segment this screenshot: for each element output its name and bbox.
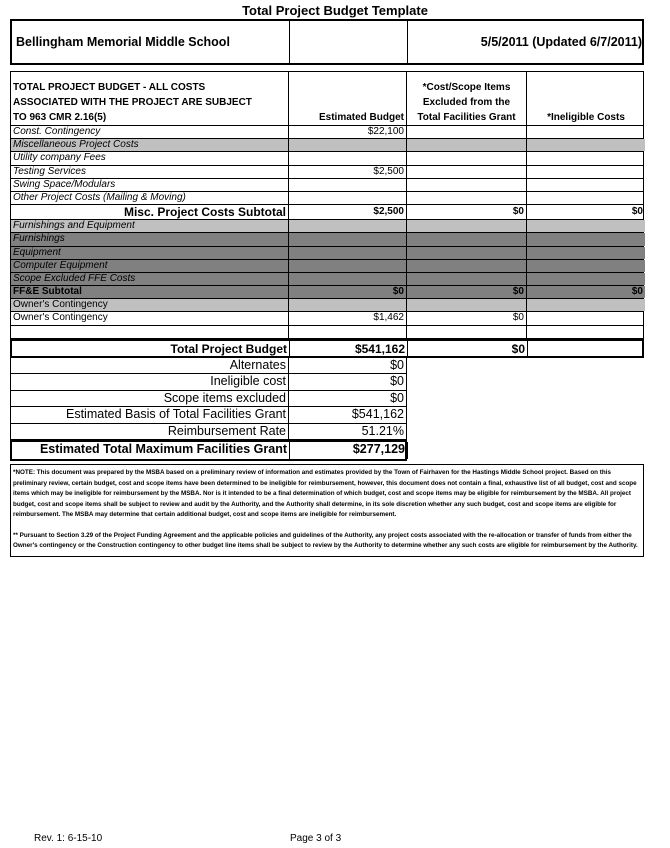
table-row <box>11 311 643 324</box>
scope-header-line: Excluded from the <box>422 97 511 108</box>
summary-value: $0 <box>289 391 407 407</box>
row-estimated <box>289 299 407 311</box>
notes-box <box>10 464 644 557</box>
summary-label: Alternates <box>11 358 289 374</box>
row-label: Swing Space/Modulars <box>11 179 289 191</box>
grant-value: $277,129 <box>290 442 408 459</box>
table-row <box>11 125 643 138</box>
note-paragraph: *NOTE: This document was prepared by the MSBA based on a preliminary review of information and estimates provided by the Town of Fairhaven for the Hastings Middle School project. Based on this preliminary review, certain budget, cost and scope items have been determined to be ineligible for reimbursement, however, this document does not contain a final, exhaustive list of all budget, cost and scope items which may be ineligible for reimbursement by the MSBA. Nor is it intended to be a final determination of which budget, cost and scope items may be eligible for reimbursement by the MSBA. All project budget, cost and scope items shall be subject to review and audit by the Authority, and the Authority shall determine, in its sole discretion whether any such budget, cost and scope items are eligible for reimbursement. The MSBA may determine that certain additional budget, cost and scope items are ineligible for reimbursement. <box>13 469 637 519</box>
row-estimated: $0 <box>289 286 407 298</box>
table-row <box>11 298 643 311</box>
revision-label: Rev. 1: 6-15-10 <box>34 833 103 844</box>
table-row <box>11 151 643 164</box>
row-estimated: $2,500 <box>289 205 407 219</box>
row-scope: $0 <box>407 286 527 298</box>
summary-value: $541,162 <box>289 407 407 423</box>
row-scope <box>407 260 527 272</box>
scope-header-line: *Cost/Scope Items <box>422 82 511 93</box>
table-row <box>11 285 643 298</box>
row-scope <box>407 220 527 232</box>
row-label: Misc. Project Costs Subtotal <box>11 205 289 219</box>
budget-table-body <box>10 125 644 339</box>
summary-row <box>11 407 407 424</box>
scope-column-header <box>407 72 527 125</box>
row-estimated <box>289 220 407 232</box>
summary-row <box>11 391 407 408</box>
table-row <box>11 204 643 219</box>
row-label: Testing Services <box>11 166 289 178</box>
grant-row <box>10 440 407 461</box>
summary-value: 51.21% <box>289 424 407 440</box>
row-ineligible <box>527 179 645 191</box>
row-scope <box>407 192 527 204</box>
row-scope <box>407 326 527 338</box>
label-header-line: TOTAL PROJECT BUDGET - ALL COSTS <box>13 82 206 93</box>
row-ineligible <box>527 326 645 338</box>
estimated-column-header: Estimated Budget <box>289 72 407 125</box>
summary-label: Reimbursement Rate <box>11 424 289 440</box>
summary-value: $0 <box>289 358 407 374</box>
row-estimated <box>289 260 407 272</box>
row-label: Other Project Costs (Mailing & Moving) <box>11 192 289 204</box>
row-scope <box>407 152 527 164</box>
table-row <box>11 219 643 232</box>
table-row <box>11 138 643 151</box>
row-estimated <box>289 139 407 151</box>
total-scope: $0 <box>408 341 528 357</box>
row-ineligible <box>527 139 645 151</box>
table-row <box>11 325 643 338</box>
row-estimated: $1,462 <box>289 312 407 324</box>
document-title: Total Project Budget Template <box>242 3 428 18</box>
row-scope <box>407 179 527 191</box>
total-ineligible <box>528 341 646 357</box>
row-ineligible <box>527 152 645 164</box>
table-row <box>11 246 643 259</box>
ineligible-column-header: *Ineligible Costs <box>547 112 625 123</box>
row-ineligible <box>527 192 645 204</box>
summary-row <box>11 358 407 375</box>
row-scope: $0 <box>407 312 527 324</box>
row-label <box>11 326 289 338</box>
header-row <box>10 19 644 65</box>
row-scope <box>407 299 527 311</box>
table-row <box>11 165 643 178</box>
summary-label: Ineligible cost <box>11 374 289 390</box>
row-label: Computer Equipment <box>11 260 289 272</box>
header-spacer <box>290 21 408 63</box>
table-row <box>11 259 643 272</box>
budget-sheet <box>10 19 644 557</box>
total-label: Total Project Budget <box>12 341 290 357</box>
summary-label: Estimated Basis of Total Facilities Grant <box>11 407 289 423</box>
table-row <box>11 178 643 191</box>
summary-row <box>11 374 407 391</box>
row-estimated <box>289 247 407 259</box>
total-row <box>10 339 644 358</box>
row-label: Owner's Contingency <box>11 299 289 311</box>
label-header-line: TO 963 CMR 2.16(5) <box>13 112 107 123</box>
row-ineligible <box>527 166 645 178</box>
note-paragraph: ** Pursuant to Section 3.29 of the Project Funding Agreement and the applicable policies and guidelines of the Authority, any project costs associated with the re-allocation or transfer of funds from either the Owner's contingency or the Construction contingency to other budget line items shall be subject to review by the Authority to determine whether any such costs are eligible for reimbursement by the Authority. <box>13 531 638 550</box>
row-estimated <box>289 179 407 191</box>
row-scope <box>407 126 527 138</box>
row-scope <box>407 139 527 151</box>
row-label: Furnishings <box>11 233 289 245</box>
table-row <box>11 272 643 285</box>
row-label: Furnishings and Equipment <box>11 220 289 232</box>
row-scope <box>407 247 527 259</box>
row-ineligible <box>527 126 645 138</box>
row-estimated: $2,500 <box>289 166 407 178</box>
column-header-row <box>10 71 644 125</box>
row-ineligible <box>527 247 645 259</box>
row-scope <box>407 166 527 178</box>
row-scope: $0 <box>407 205 527 219</box>
scope-header-text <box>417 80 515 125</box>
row-estimated: $22,100 <box>289 126 407 138</box>
row-scope <box>407 273 527 285</box>
label-column-header <box>11 72 289 125</box>
row-label: Const. Contingency <box>11 126 289 138</box>
row-ineligible <box>527 273 645 285</box>
row-ineligible: $0 <box>631 206 643 218</box>
row-estimated <box>289 233 407 245</box>
row-label: FF&E Subtotal <box>11 286 289 298</box>
summary-block <box>10 358 407 462</box>
row-estimated <box>289 152 407 164</box>
row-ineligible <box>527 233 645 245</box>
row-label: Utility company Fees <box>11 152 289 164</box>
label-header-line: ASSOCIATED WITH THE PROJECT ARE SUBJECT <box>13 97 252 108</box>
total-estimated: $541,162 <box>290 341 408 357</box>
summary-row <box>11 424 407 441</box>
row-estimated <box>289 273 407 285</box>
summary-value: $0 <box>289 374 407 390</box>
page-number: Page 3 of 3 <box>290 833 342 844</box>
row-label: Equipment <box>11 247 289 259</box>
header-date: 5/5/2011 (Updated 6/7/2011) <box>480 35 642 49</box>
row-label: Miscellaneous Project Costs <box>11 139 289 151</box>
scope-header-line: Total Facilities Grant <box>417 112 516 123</box>
row-ineligible <box>527 260 645 272</box>
row-ineligible: $0 <box>527 286 645 298</box>
table-row <box>11 191 643 204</box>
row-ineligible <box>527 299 645 311</box>
row-ineligible <box>527 312 645 324</box>
row-estimated <box>289 192 407 204</box>
row-label: Scope Excluded FFE Costs <box>11 273 289 285</box>
row-estimated <box>289 326 407 338</box>
row-label: Owner's Contingency <box>11 312 289 324</box>
row-scope <box>407 233 527 245</box>
grant-label: Estimated Total Maximum Facilities Grant <box>12 442 290 459</box>
summary-label: Scope items excluded <box>11 391 289 407</box>
school-name: Bellingham Memorial Middle School <box>12 21 290 63</box>
table-row <box>11 232 643 245</box>
row-ineligible <box>527 220 645 232</box>
